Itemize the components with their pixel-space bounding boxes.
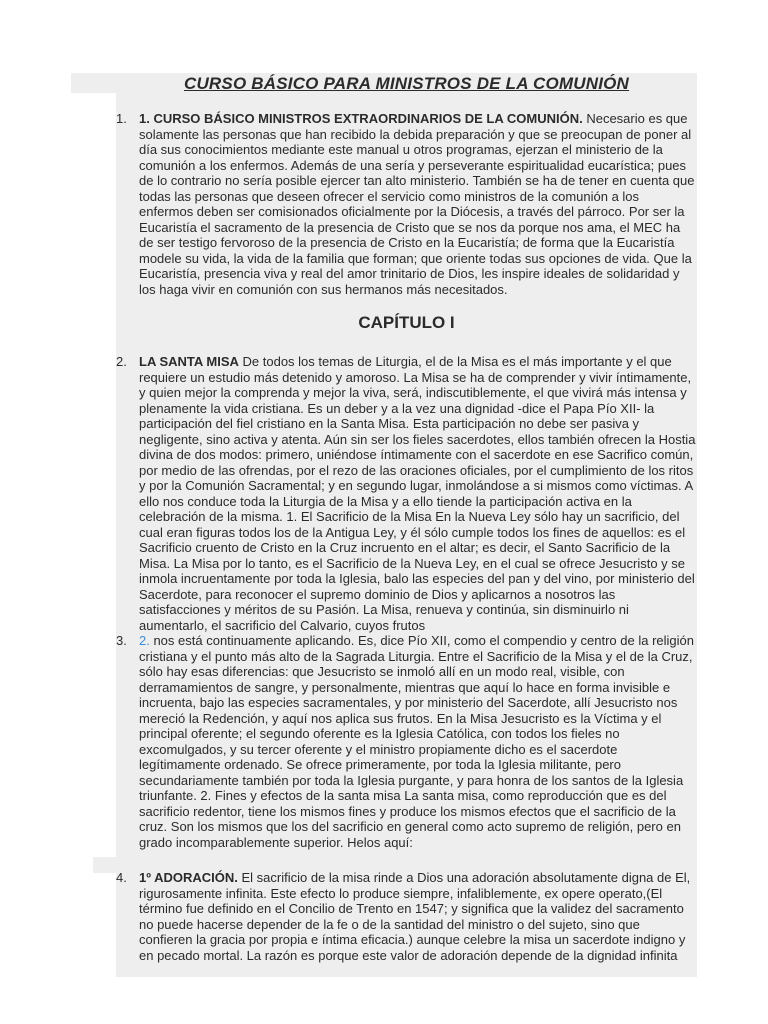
item-heading: 1. CURSO BÁSICO MINISTROS EXTRAORDINARIOS DE LA COMUNIÓN. [139,111,583,126]
item-text: nos está continuamente aplicando. Es, dice Pío XII, como el compendio y centro de la religión cristiana y el punto más alto de la Sagrada Liturgia. Entre el Sacrificio de la Misa y el de la Cruz, sólo hay esas diferencias: que Jesucristo se inmoló allí en un modo real, visible, con derramamientos de sangre, y personalmente, mientras que aquí lo hace en forma invisible e incruenta, bajo las especies sacramentales, y por ministerio del Sacerdote, allí Jesucristo nos mereció la Redención, y aquí nos aplica sus frutos. En la Misa Jesucristo es la Víctima y el principal oferente; el segundo oferente es la Iglesia Católica, con todos los fieles no excomulgados, y su tercer oferente y el ministro propiamente dicho es el sacerdote legítimamente ordenado. Se ofrece primeramente, por toda la Iglesia militante, pero secundariamente también por toda la Iglesia purgante, y para honra de los santos de la Iglesia triunfante. 2. Fines y efectos de la santa misa La santa misa, como reproducción que es del sacrificio redentor, tiene los mismos fines y produce los mismos efectos que el sacrificio de la cruz. Son los mismos que los del sacrificio en general como acto supremo de religión, pero en grado incomparablemente superior. Helos aquí: [139,633,694,850]
item-text: El sacrificio de la misa rinde a Dios una adoración absolutamente digna de El, rigurosamente infinita. Este efecto lo produce siempre, infaliblemente, ex opere operato,(El término fue definido en el Concilio de Trento en 1547; y significa que la validez del sacramento no puede hacerse depender de la fe o de la santidad del ministro o del sujeto, sino que confieren la gracia por propia e íntima eficacia.) aunque celebre la misa un sacerdote indigno y en pecado mortal. La razón es porque este valor de adoración depende de la dignidad infinita [139,870,691,963]
page-background-tab [71,73,117,93]
list-item [116,354,696,633]
footnote-link[interactable]: 2. [139,633,150,648]
list-number: 1. [116,111,127,126]
item-heading: LA SANTA MISA [139,354,239,369]
page-background-tab [93,857,117,873]
item-heading: 1º ADORACIÓN. [139,870,238,885]
document-body [116,73,697,963]
list-item [116,111,696,297]
item-text: Necesario es que solamente las personas que han recibido la debida preparación y que se preocupan de poner al día sus conocimientos mediante este manual u otros programas, ejerzan el ministerio de la comunión a los enfermos. Además de una sería y perseverante espiritualidad eucarística; pues de lo contrario no sería posible ejercer tan alto ministerio. También se ha de tener en cuenta que todas las personas que deseen ofrecer el servicio como ministros de la comunión a los enfermos deben ser comisionados oficialmente por la Diócesis, a través del párroco. Por ser la Eucaristía el sacramento de la presencia de Cristo que se nos da porque nos ama, el MEC ha de ser testigo fervoroso de la presencia de Cristo en la Eucaristía; de forma que la Eucaristía modele su vida, la vida de la familia que forman; que oriente todas sus opciones de vida. Que la Eucaristía, presencia viva y real del amor trinitario de Dios, les inspire ideales de solidaridad y los haga vivir en comunión con sus hermanos más necesitados. [139,111,695,297]
document-title: CURSO BÁSICO PARA MINISTROS DE LA COMUNIÓN [183,74,630,93]
list-number: 3. [116,633,127,648]
item-text: De todos los temas de Liturgia, el de la Misa es el más importante y el que requiere un estudio más detenido y amoroso. La Misa se ha de comprender y vivir íntimamente, y quien mejor la comprenda y mejor la viva, será, indiscutiblemente, el que vivirá más intensa y plenamente la vida cristiana. Es un deber y a la vez una dignidad -dice el Papa Pío XII- la participación del fiel cristiano en la Santa Misa. Esta participación no debe ser pasiva y negligente, sino activa y atenta. Aún sin ser los fieles sacerdotes, ellos también ofrecen la Hostia divina de dos modos: primero, uniéndose íntimamente con el sacerdote en ese Sacrifico común, por medio de las ofrendas, por el rezo de las oraciones oficiales, por el cumplimiento de los ritos y por la Comunión Sacramental; y en segundo lugar, inmolándose a si mismos como víctimas. A ello nos conduce toda la Liturgia de la Misa y a ello tiende la participación activa en la celebración de la misma. 1. El Sacrificio de la Misa En la Nueva Ley sólo hay un sacrificio, del cual eran figuras todos los de la Antigua Ley, y él sólo cumple todos los fines de aquellos: es el Sacrificio cruento de Cristo en la Cruz incruento en el altar; es decir, el Santo Sacrificio de la Misa. La Misa por lo tanto, es el Sacrificio de la Nueva Ley, en el cual se ofrece Jesucristo y se inmola incruentamente por toda la Iglesia, balo las especies del pan y del vino, por ministerio del Sacerdote, para reconocer el supremo dominio de Dios y aplicarnos a nosotros las satisfacciones y méritos de su Pasión. La Misa, renueva y continúa, sin disminuirlo ni aumentarlo, el sacrificio del Calvario, cuyos frutos [139,354,696,633]
list-number: 2. [116,354,127,369]
list-number: 4. [116,870,127,885]
list-item [116,633,696,850]
chapter-heading: CAPÍTULO I [358,313,455,332]
list-item [116,870,696,963]
